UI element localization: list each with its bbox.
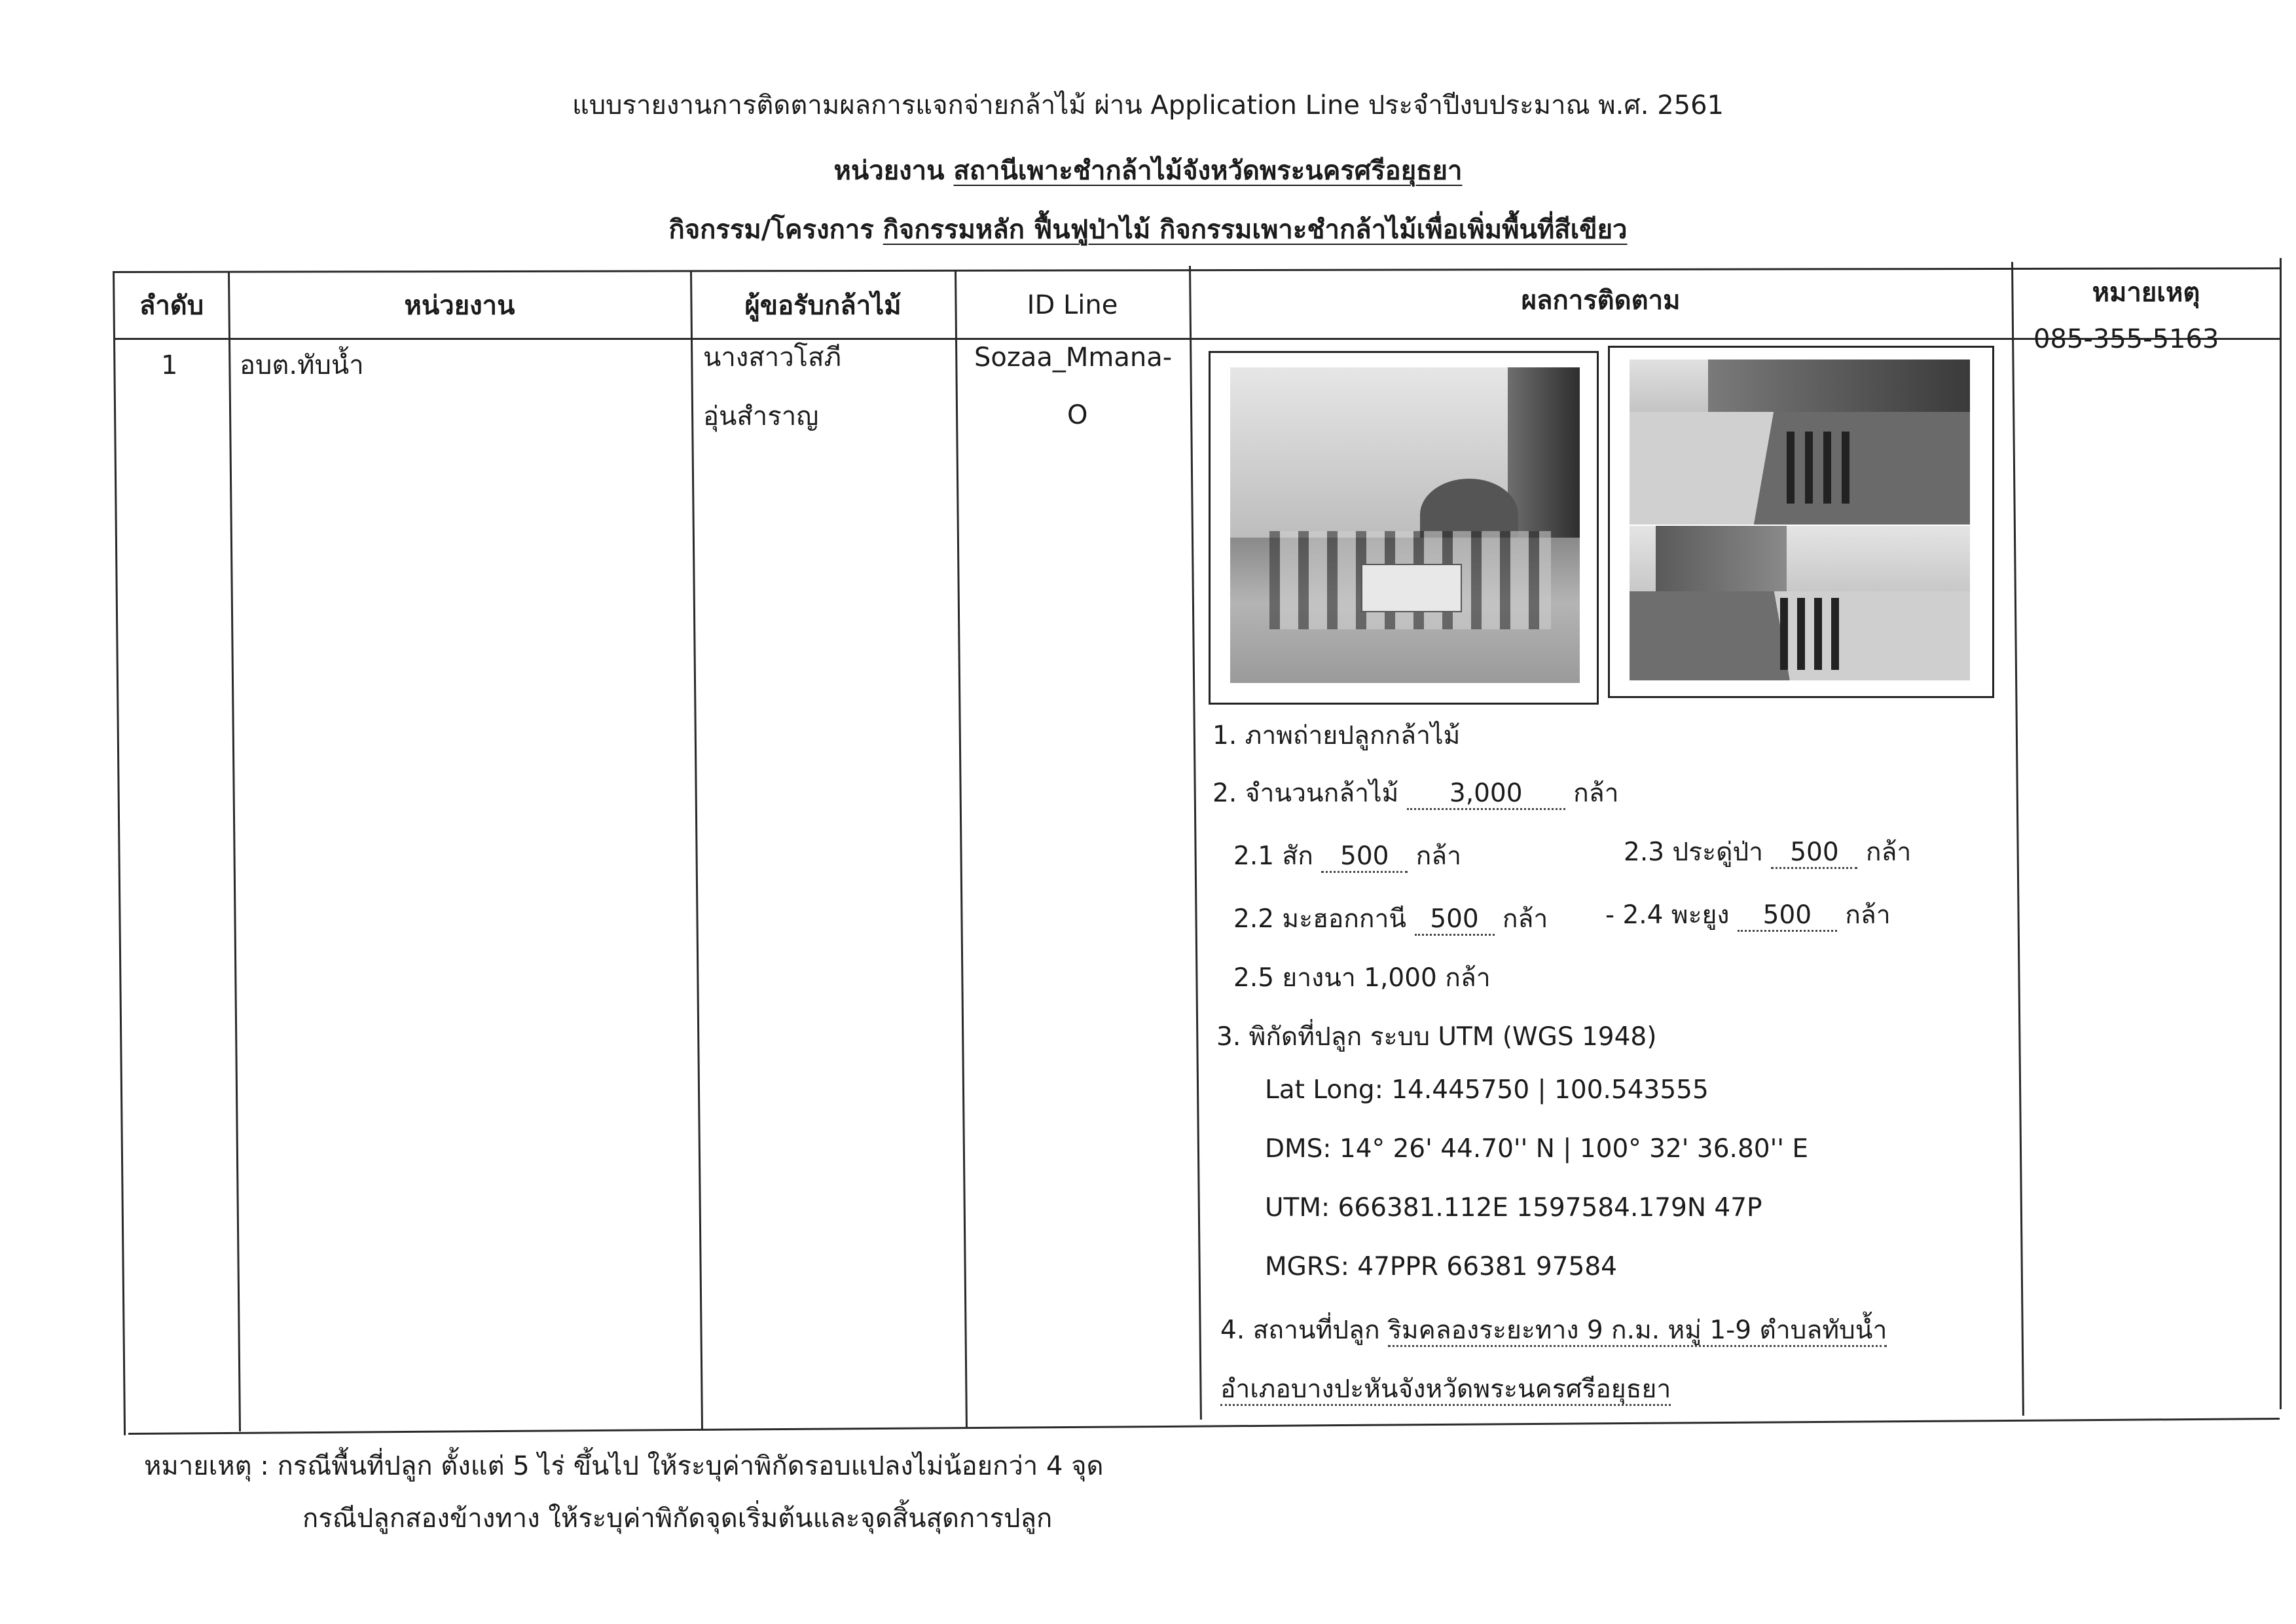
- species-2-2-label: 2.2 มะฮอกกานี: [1233, 904, 1407, 934]
- total-seedlings-value: 3,000: [1407, 779, 1565, 810]
- col-header-recipient: ผู้ขอรับกล้าไม้: [744, 291, 902, 321]
- photo-roadside-planting-bottom-icon: [1630, 526, 1970, 680]
- coord-mgrs: MGRS: 47PPR 66381 97584: [1265, 1252, 1617, 1282]
- species-2-1: [1233, 836, 1461, 876]
- col-border-6: [2280, 258, 2282, 1409]
- species-2-3-value: 500: [1771, 838, 1857, 869]
- species-2-2-value: 500: [1415, 904, 1495, 936]
- species-2-1-value: 500: [1321, 841, 1408, 873]
- planting-photo-1: [1209, 351, 1599, 705]
- header-divider: [115, 338, 2280, 340]
- row-recipient-line2: อุ่นสำราญ: [703, 401, 819, 432]
- unit-name: สถานีเพาะชำกล้าไม้จังหวัดพระนครศรีอยุธยา: [953, 156, 1463, 186]
- result-item-4-label: 4. สถานที่ปลูก: [1220, 1316, 1380, 1345]
- report-title: แบบรายงานการติดตามผลการแจกจ่ายกล้าไม้ ผ่าน Application Line ประจำปีงบประมาณ พ.ศ. 2561: [572, 90, 1724, 120]
- result-item-3: 3. พิกัดที่ปลูก ระบบ UTM (WGS 1948): [1216, 1022, 1657, 1052]
- species-2-5: 2.5 ยางนา 1,000 กล้า: [1233, 963, 1491, 993]
- planting-location-district: อำเภอบางปะหันจังหวัดพระนครศรีอยุธยา: [1220, 1375, 1671, 1406]
- col-border-1: [228, 271, 241, 1431]
- result-item-2: [1212, 773, 1619, 813]
- result-item-1: 1. ภาพถ่ายปลูกกล้าไม้: [1212, 721, 1461, 750]
- col-border-5: [2011, 262, 2024, 1416]
- coord-latlong: Lat Long: 14.445750 | 100.543555: [1265, 1075, 1709, 1105]
- activity-label: กิจกรรม/โครงการ: [668, 215, 874, 245]
- species-2-2: [1233, 898, 1548, 939]
- table-bottom-border: [128, 1418, 2280, 1435]
- col-border-3: [955, 271, 968, 1429]
- photo-roadside-planting-top-icon: [1630, 360, 1970, 525]
- species-2-4-value: 500: [1738, 900, 1837, 932]
- activity-heading: [0, 208, 2296, 250]
- unit-heading: [0, 149, 2296, 191]
- col-header-agency: หน่วยงาน: [404, 291, 515, 321]
- photo-planting-group-icon: [1230, 367, 1580, 683]
- col-header-id-line: ID Line: [1027, 290, 1118, 320]
- planting-photo-2: [1608, 346, 1994, 698]
- species-2-2-unit: กล้า: [1502, 904, 1548, 934]
- species-2-1-unit: กล้า: [1415, 841, 1462, 871]
- species-2-3: [1624, 832, 1911, 872]
- row-note: 085-355-5163: [2033, 324, 2219, 354]
- col-header-note: หมายเหตุ: [2092, 278, 2200, 308]
- col-border-4: [1189, 266, 1202, 1420]
- planting-location-line1: ริมคลองระยะทาง 9 ก.ม. หมู่ 1-9 ตำบลทับน้ำ: [1388, 1316, 1887, 1347]
- row-id-line1: Sozaa_Mmana-: [974, 342, 1173, 373]
- species-2-1-label: 2.1 สัก: [1233, 841, 1313, 871]
- col-header-no: ลำดับ: [139, 291, 204, 321]
- coord-utm: UTM: 666381.112E 1597584.179N 47P: [1265, 1193, 1762, 1223]
- species-2-4-label: - 2.4 พะยูง: [1605, 900, 1730, 930]
- footer-note-line1: หมายเหตุ : กรณีพื้นที่ปลูก ตั้งแต่ 5 ไร่ ขึ้นไป ให้ระบุค่าพิกัดรอบแปลงไม่น้อยกว่า 4 จุด: [144, 1451, 1104, 1481]
- total-seedlings-unit: กล้า: [1573, 779, 1619, 808]
- footer-note-line2: กรณีปลูกสองข้างทาง ให้ระบุค่าพิกัดจุดเริ่มต้นและจุดสิ้นสุดการปลูก: [302, 1504, 1053, 1534]
- row-agency: อบต.ทับน้ำ: [240, 350, 364, 380]
- coord-dms: DMS: 14° 26' 44.70'' N | 100° 32' 36.80'' E: [1265, 1134, 1809, 1164]
- col-border-0: [113, 271, 126, 1435]
- activity-name: กิจกรรมหลัก ฟื้นฟูป่าไม้ กิจกรรมเพาะชำกล้าไม้เพื่อเพิ่มพื้นที่สีเขียว: [883, 215, 1628, 245]
- planting-location-line2: [1220, 1369, 1671, 1409]
- species-2-3-label: 2.3 ประดู่ป่า: [1624, 838, 1764, 867]
- result-item-4: [1220, 1310, 1887, 1350]
- species-2-3-unit: กล้า: [1865, 838, 1912, 867]
- row-recipient-line1: นางสาวโสภี: [703, 342, 841, 373]
- col-border-2: [690, 271, 703, 1430]
- result-item-2-label: 2. จำนวนกล้าไม้: [1212, 779, 1399, 808]
- col-header-result: ผลการติดตาม: [1521, 286, 1681, 316]
- row-id-line2: O: [1067, 400, 1088, 430]
- row-no: 1: [161, 350, 178, 380]
- species-2-4-unit: กล้า: [1845, 900, 1891, 930]
- unit-label: หน่วยงาน: [833, 156, 945, 186]
- species-2-4: [1605, 895, 1891, 935]
